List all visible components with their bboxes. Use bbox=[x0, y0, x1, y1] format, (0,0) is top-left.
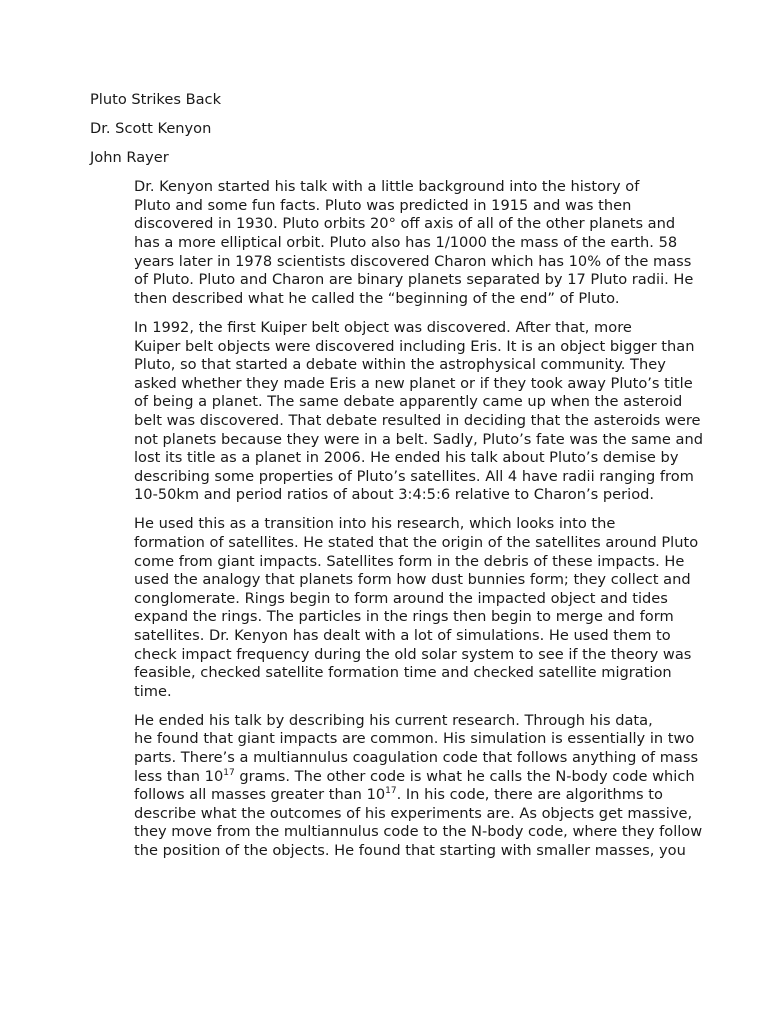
text-line: Pluto, so that started a debate within the astrophysical community. They bbox=[134, 356, 666, 374]
text-line: Pluto and some fun facts. Pluto was predicted in 1915 and was then bbox=[134, 196, 632, 214]
text-line: Dr. Kenyon started his talk with a little background into the history of bbox=[134, 178, 640, 196]
text-line: not planets because they were in a belt. Sadly, Pluto’s fate was the same and bbox=[134, 430, 703, 448]
text-line: satellites. Dr. Kenyon has dealt with a lot of simulations. He used them to bbox=[134, 626, 671, 644]
text-line: parts. There’s a multiannulus coagulation code that follows anything of mass bbox=[134, 749, 699, 766]
text-line bbox=[90, 786, 680, 805]
text-line: belt was discovered. That debate resulted in deciding that the asteroids were bbox=[134, 411, 701, 429]
text-line: He ended his talk by describing his current research. Through his data, bbox=[134, 711, 653, 729]
text-segment: grams. The other code is what he calls the N-body code which bbox=[234, 767, 695, 785]
text-segment: follows all masses greater than 10 bbox=[134, 786, 386, 804]
text-line: come from giant impacts. Satellites form in the debris of these impacts. He bbox=[134, 552, 685, 570]
text-line: they move from the multiannulus code to the N-body code, where they follow bbox=[134, 823, 703, 841]
text-line: of Pluto. Pluto and Charon are binary planets separated by 17 Pluto radii. He bbox=[134, 271, 694, 289]
text-segment: less than 10 bbox=[134, 767, 224, 785]
text-line: time. bbox=[134, 682, 172, 700]
text-line: expand the rings. The particles in the rings then begin to merge and form bbox=[134, 608, 674, 626]
paragraph-1 bbox=[90, 178, 694, 308]
text-line: feasible, checked satellite formation time and checked satellite migration bbox=[134, 664, 672, 682]
text-line: has a more elliptical orbit. Pluto also has 1/1000 the mass of the earth. 58 bbox=[134, 234, 678, 252]
text-line: describe what the outcomes of his experiments are. As objects get massive, bbox=[134, 804, 693, 822]
speaker-name: Dr. Scott Kenyon bbox=[90, 120, 212, 138]
exponent: 17 bbox=[385, 786, 397, 797]
text-line: discovered in 1930. Pluto orbits 20° off axis of all of the other planets and bbox=[134, 215, 676, 233]
text-line: used the analogy that planets form how dust bunnies form; they collect and bbox=[134, 571, 691, 589]
paragraph-2 bbox=[90, 318, 703, 505]
paragraph-3 bbox=[90, 515, 699, 701]
document-body bbox=[90, 91, 703, 871]
text-line: asked whether they made Eris a new planet or if they took away Pluto’s title bbox=[134, 374, 693, 392]
text-line: then described what he called the “beginning of the end” of Pluto. bbox=[134, 289, 620, 307]
text-line: years later in 1978 scientists discovered Charon which has 10% of the mass bbox=[134, 252, 692, 270]
text-line: of being a planet. The same debate apparently came up when the asteroid bbox=[134, 393, 683, 411]
text-line bbox=[90, 767, 695, 787]
text-line: check impact frequency during the old solar system to see if the theory was bbox=[134, 645, 692, 663]
text-segment: . In his code, there are algorithms to bbox=[396, 786, 663, 804]
exponent: 17 bbox=[223, 767, 235, 778]
text-line: He used this as a transition into his research, which looks into the bbox=[134, 515, 616, 533]
text-line: the position of the objects. He found that starting with smaller masses, you bbox=[134, 841, 686, 859]
text-line: formation of satellites. He stated that the origin of the satellites around Pluto bbox=[134, 533, 699, 551]
text-line: lost its title as a planet in 2006. He ended his talk about Pluto’s demise by bbox=[134, 449, 679, 467]
document-title: Pluto Strikes Back bbox=[90, 91, 222, 108]
text-line: Kuiper belt objects were discovered including Eris. It is an object bigger than bbox=[134, 337, 695, 355]
text-line: he found that giant impacts are common. His simulation is essentially in two bbox=[134, 730, 695, 748]
text-line: In 1992, the first Kuiper belt object was discovered. After that, more bbox=[134, 318, 632, 336]
text-line: describing some properties of Pluto’s satellites. All 4 have radii ranging from bbox=[134, 467, 694, 485]
text-line: conglomerate. Rings begin to form around the impacted object and tides bbox=[134, 589, 668, 607]
paragraph-4 bbox=[90, 711, 703, 861]
text-line: 10-50km and period ratios of about 3:4:5:6 relative to Charon’s period. bbox=[134, 486, 655, 504]
author-name: John Rayer bbox=[90, 149, 169, 167]
